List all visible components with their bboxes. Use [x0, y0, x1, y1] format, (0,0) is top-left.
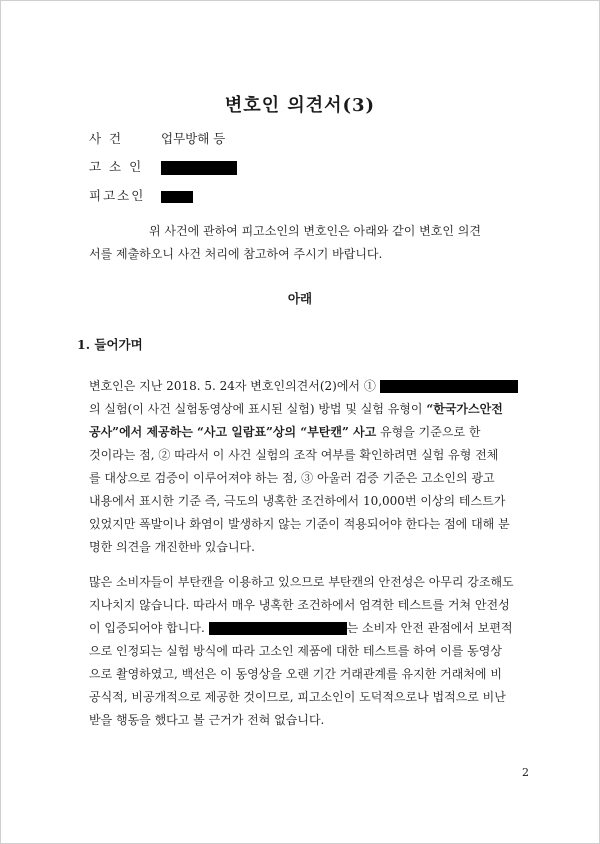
text-span: 는 소비자 안전 관점에서 보편적 — [346, 621, 513, 635]
paragraph-line: 것이라는 점, ② 따라서 이 사건 실험의 조작 여부를 확인하려면 실험 유형 전체 — [89, 448, 499, 462]
paragraph-line — [89, 375, 529, 398]
defendant-row — [89, 186, 193, 204]
intro-line: 서를 제출하오니 사건 처리에 참고하여 주시기 바랍니다. — [89, 247, 383, 261]
case-row — [89, 129, 225, 147]
page-number: 2 — [522, 766, 529, 779]
redaction-box — [380, 380, 518, 393]
paragraph-line: 공식적, 비공개적으로 제공한 것이므로, 피고소인이 도덕적으로나 법적으로 비난 — [89, 690, 506, 704]
emphasis-text: “한국가스안전 — [426, 402, 503, 416]
intro-paragraph — [89, 220, 529, 266]
defendant-label: 피고소인 — [89, 188, 146, 203]
paragraph-line — [89, 617, 529, 640]
complainant-row — [89, 157, 237, 175]
paragraph-line: 많은 소비자들이 부탄캔을 이용하고 있으므로 부탄캔의 안전성은 아무리 강조해도 — [89, 575, 514, 589]
text-span: 변호인은 지난 2018. 5. 24자 변호인의견서(2)에서 ① — [89, 379, 376, 393]
redaction-box — [209, 622, 347, 635]
emphasis-text: 공사”에서 제공하는 “사고 일람표”상의 “부탄캔” 사고 — [89, 425, 377, 439]
paragraph-line: 명한 의견을 개진한바 있습니다. — [89, 540, 255, 554]
paragraph-line: 받을 행동을 했다고 볼 근거가 전혀 없습니다. — [89, 713, 325, 727]
text-span: 이 입증되어야 합니다. — [89, 621, 205, 635]
paragraph-line: 으로 인정되는 실험 방식에 따라 고소인 제품에 대한 테스트를 하여 이를 동영상 — [89, 644, 502, 658]
paragraph-line — [89, 421, 529, 444]
paragraph-line: 를 대상으로 검증이 이루어져야 하는 점, ③ 아울러 검증 기준은 고소인의 광고 — [89, 471, 495, 485]
complainant-label: 고 소 인 — [89, 159, 144, 174]
paragraph-line: 내용에서 표시한 기준 즉, 극도의 냉혹한 조건하에서 10,000번 이상의 테스트가 — [89, 494, 506, 508]
defendant-redaction — [161, 191, 193, 203]
paragraph-line: 으로 촬영하였고, 백선은 이 동영상을 오랜 기간 거래관계를 유지한 거래처에 비 — [89, 667, 502, 681]
complainant-redaction — [161, 161, 237, 175]
paragraph-1 — [89, 375, 529, 559]
case-value: 업무방해 등 — [161, 131, 226, 146]
paragraph-2 — [89, 571, 529, 732]
intro-line: 위 사건에 관하여 피고소인의 변호인은 아래와 같이 변호인 의견 — [149, 224, 481, 238]
case-label: 사 건 — [89, 131, 124, 146]
text-span: 유형을 기준으로 한 — [380, 425, 481, 439]
paragraph-line — [89, 398, 529, 421]
heading-below: 아래 — [287, 291, 313, 306]
section-heading: 1. 들어가며 — [77, 337, 143, 352]
document-title: 변호인 의견서(3) — [224, 95, 376, 116]
text-span: 의 실험(이 사건 실험동영상에 표시된 실험) 방법 및 실험 유형이 — [89, 402, 423, 416]
paragraph-line: 있었지만 폭발이나 화염이 발생하지 않는 기준이 적용되어야 한다는 점에 대해 분 — [89, 517, 510, 531]
paragraph-line: 지나치지 않습니다. 따라서 매우 냉혹한 조건하에서 엄격한 테스트를 거쳐 안전성 — [89, 598, 510, 612]
